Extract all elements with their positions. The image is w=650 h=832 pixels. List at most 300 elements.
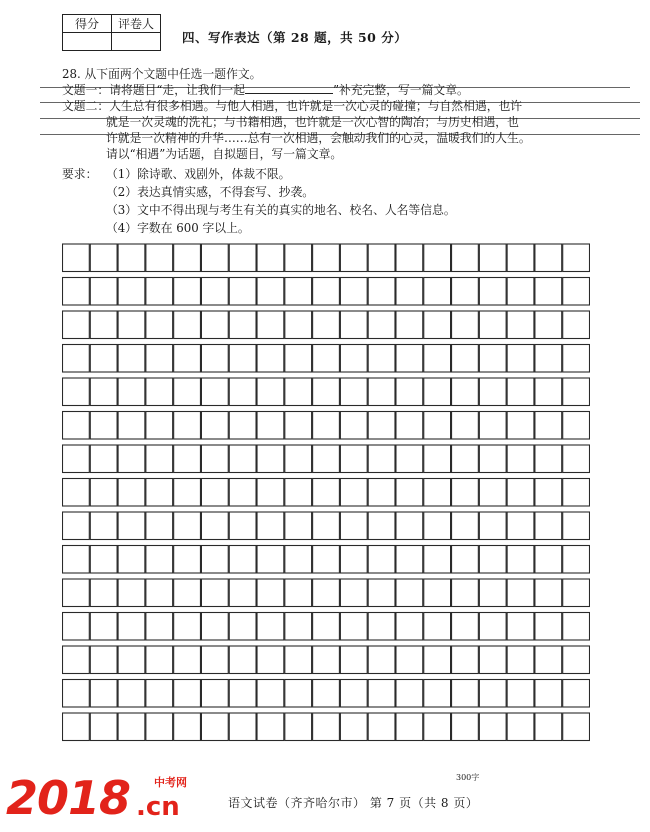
grid-cell[interactable] xyxy=(479,680,506,708)
grid-cell[interactable] xyxy=(396,479,423,507)
grid-cell[interactable] xyxy=(174,412,201,440)
grid-cell[interactable] xyxy=(452,378,479,406)
grid-cell[interactable] xyxy=(368,311,395,339)
grid-cell[interactable] xyxy=(63,613,90,641)
grid-cell[interactable] xyxy=(479,713,506,741)
grid-cell[interactable] xyxy=(285,579,312,607)
grid-cell[interactable] xyxy=(229,345,256,373)
grid-cell[interactable] xyxy=(507,479,534,507)
grid-cell[interactable] xyxy=(563,713,590,741)
grid-cell[interactable] xyxy=(146,378,173,406)
grid-cell[interactable] xyxy=(368,412,395,440)
grid-cell[interactable] xyxy=(146,345,173,373)
grid-cell[interactable] xyxy=(229,512,256,540)
grid-cell[interactable] xyxy=(201,445,228,473)
grid-cell[interactable] xyxy=(201,579,228,607)
grid-cell[interactable] xyxy=(563,412,590,440)
grid-cell[interactable] xyxy=(340,244,367,272)
grid-cell[interactable] xyxy=(396,613,423,641)
grid-cell[interactable] xyxy=(340,713,367,741)
grid-cell[interactable] xyxy=(90,579,117,607)
grid-cell[interactable] xyxy=(396,646,423,674)
grid-cell[interactable] xyxy=(146,646,173,674)
grid-cell[interactable] xyxy=(201,311,228,339)
grid-cell[interactable] xyxy=(507,445,534,473)
grid-cell[interactable] xyxy=(174,512,201,540)
grid-cell[interactable] xyxy=(229,613,256,641)
grid-cell[interactable] xyxy=(535,713,562,741)
grid-cell[interactable] xyxy=(229,546,256,574)
grid-cell[interactable] xyxy=(257,378,284,406)
grid-cell[interactable] xyxy=(424,311,451,339)
grid-cell[interactable] xyxy=(424,244,451,272)
grid-cell[interactable] xyxy=(146,680,173,708)
grid-cell[interactable] xyxy=(285,278,312,306)
writing-grid-svg[interactable] xyxy=(62,238,590,771)
grid-cell[interactable] xyxy=(201,479,228,507)
grid-cell[interactable] xyxy=(313,713,340,741)
grid-cell[interactable] xyxy=(507,512,534,540)
grid-row[interactable] xyxy=(63,378,590,406)
grid-cell[interactable] xyxy=(229,311,256,339)
grid-cell[interactable] xyxy=(340,512,367,540)
grid-cell[interactable] xyxy=(146,278,173,306)
grid-cell[interactable] xyxy=(535,311,562,339)
grid-row[interactable] xyxy=(63,713,590,741)
grid-cell[interactable] xyxy=(507,412,534,440)
grid-cell[interactable] xyxy=(118,713,145,741)
grid-row[interactable] xyxy=(63,680,590,708)
grid-cell[interactable] xyxy=(452,345,479,373)
grid-cell[interactable] xyxy=(229,278,256,306)
grid-cell[interactable] xyxy=(368,479,395,507)
grid-cell[interactable] xyxy=(285,613,312,641)
grid-cell[interactable] xyxy=(257,278,284,306)
grid-cell[interactable] xyxy=(313,244,340,272)
grid-cell[interactable] xyxy=(63,579,90,607)
grid-cell[interactable] xyxy=(313,479,340,507)
grid-cell[interactable] xyxy=(118,345,145,373)
grid-cell[interactable] xyxy=(340,278,367,306)
grid-cell[interactable] xyxy=(229,579,256,607)
grid-cell[interactable] xyxy=(452,613,479,641)
grid-cell[interactable] xyxy=(479,412,506,440)
grid-cell[interactable] xyxy=(229,378,256,406)
grid-cell[interactable] xyxy=(201,713,228,741)
grid-cell[interactable] xyxy=(257,345,284,373)
grid-cell[interactable] xyxy=(396,579,423,607)
grid-cell[interactable] xyxy=(118,680,145,708)
grid-cell[interactable] xyxy=(146,445,173,473)
grid-cell[interactable] xyxy=(563,546,590,574)
grid-cell[interactable] xyxy=(479,378,506,406)
grid-row[interactable] xyxy=(63,613,590,641)
grid-cell[interactable] xyxy=(90,512,117,540)
grid-cell[interactable] xyxy=(118,512,145,540)
grid-cell[interactable] xyxy=(313,278,340,306)
grid-cell[interactable] xyxy=(285,378,312,406)
grid-cell[interactable] xyxy=(452,579,479,607)
grid-cell[interactable] xyxy=(424,345,451,373)
grid-cell[interactable] xyxy=(257,680,284,708)
grid-cell[interactable] xyxy=(507,579,534,607)
grid-cell[interactable] xyxy=(396,546,423,574)
grid-cell[interactable] xyxy=(535,445,562,473)
grid-cell[interactable] xyxy=(90,445,117,473)
grid-cell[interactable] xyxy=(479,646,506,674)
grid-cell[interactable] xyxy=(90,479,117,507)
grid-row[interactable] xyxy=(63,579,590,607)
grid-cell[interactable] xyxy=(229,713,256,741)
grid-cell[interactable] xyxy=(340,445,367,473)
grid-cell[interactable] xyxy=(340,311,367,339)
grid-cell[interactable] xyxy=(424,479,451,507)
grid-cell[interactable] xyxy=(535,412,562,440)
grid-cell[interactable] xyxy=(313,613,340,641)
grid-cell[interactable] xyxy=(174,713,201,741)
grid-cell[interactable] xyxy=(257,713,284,741)
grid-cell[interactable] xyxy=(174,445,201,473)
grid-cell[interactable] xyxy=(313,445,340,473)
grid-cell[interactable] xyxy=(563,345,590,373)
grid-cell[interactable] xyxy=(201,512,228,540)
grid-cell[interactable] xyxy=(313,345,340,373)
grid-cell[interactable] xyxy=(563,646,590,674)
grid-cell[interactable] xyxy=(479,244,506,272)
grid-cell[interactable] xyxy=(257,244,284,272)
grid-cell[interactable] xyxy=(424,613,451,641)
grid-cell[interactable] xyxy=(313,646,340,674)
grid-cell[interactable] xyxy=(201,613,228,641)
grid-cell[interactable] xyxy=(118,244,145,272)
grid-cell[interactable] xyxy=(285,546,312,574)
grid-cell[interactable] xyxy=(229,445,256,473)
grid-cell[interactable] xyxy=(313,378,340,406)
grid-cell[interactable] xyxy=(479,512,506,540)
grid-cell[interactable] xyxy=(396,244,423,272)
grid-cell[interactable] xyxy=(340,378,367,406)
grid-cell[interactable] xyxy=(452,278,479,306)
grid-cell[interactable] xyxy=(90,713,117,741)
grid-cell[interactable] xyxy=(285,512,312,540)
grid-cell[interactable] xyxy=(257,512,284,540)
grid-cell[interactable] xyxy=(396,512,423,540)
grid-cell[interactable] xyxy=(174,311,201,339)
grid-cell[interactable] xyxy=(535,479,562,507)
grid-cell[interactable] xyxy=(368,713,395,741)
grid-row[interactable] xyxy=(63,345,590,373)
grid-cell[interactable] xyxy=(90,680,117,708)
grid-cell[interactable] xyxy=(118,479,145,507)
grid-cell[interactable] xyxy=(535,646,562,674)
grid-cell[interactable] xyxy=(535,579,562,607)
grid-cell[interactable] xyxy=(368,278,395,306)
grid-cell[interactable] xyxy=(452,646,479,674)
grid-cell[interactable] xyxy=(424,278,451,306)
grid-cell[interactable] xyxy=(146,479,173,507)
grid-cell[interactable] xyxy=(201,378,228,406)
grid-cell[interactable] xyxy=(507,713,534,741)
grid-cell[interactable] xyxy=(285,412,312,440)
grid-cell[interactable] xyxy=(452,445,479,473)
grid-cell[interactable] xyxy=(285,646,312,674)
grid-cell[interactable] xyxy=(90,546,117,574)
grid-cell[interactable] xyxy=(479,479,506,507)
grid-cell[interactable] xyxy=(340,412,367,440)
grid-cell[interactable] xyxy=(257,311,284,339)
grid-cell[interactable] xyxy=(368,613,395,641)
grid-cell[interactable] xyxy=(535,278,562,306)
grid-cell[interactable] xyxy=(174,546,201,574)
grid-cell[interactable] xyxy=(563,311,590,339)
grid-cell[interactable] xyxy=(118,378,145,406)
grid-cell[interactable] xyxy=(118,579,145,607)
grid-cell[interactable] xyxy=(340,613,367,641)
grid-cell[interactable] xyxy=(452,546,479,574)
grid-cell[interactable] xyxy=(118,546,145,574)
grid-cell[interactable] xyxy=(285,680,312,708)
grid-cell[interactable] xyxy=(507,546,534,574)
grid-cell[interactable] xyxy=(396,445,423,473)
grid-cell[interactable] xyxy=(313,579,340,607)
grid-cell[interactable] xyxy=(507,378,534,406)
grid-cell[interactable] xyxy=(340,680,367,708)
grid-cell[interactable] xyxy=(90,345,117,373)
grid-cell[interactable] xyxy=(479,546,506,574)
grid-cell[interactable] xyxy=(452,244,479,272)
grid-row[interactable] xyxy=(63,278,590,306)
grid-cell[interactable] xyxy=(257,479,284,507)
grid-row[interactable] xyxy=(63,244,590,272)
grid-cell[interactable] xyxy=(174,680,201,708)
grid-cell[interactable] xyxy=(201,646,228,674)
grid-cell[interactable] xyxy=(563,613,590,641)
grid-cell[interactable] xyxy=(452,479,479,507)
grid-cell[interactable] xyxy=(201,244,228,272)
writing-grid[interactable] xyxy=(62,238,590,771)
grid-cell[interactable] xyxy=(313,412,340,440)
grid-cell[interactable] xyxy=(118,613,145,641)
grid-cell[interactable] xyxy=(285,713,312,741)
grid-cell[interactable] xyxy=(563,278,590,306)
grid-cell[interactable] xyxy=(90,311,117,339)
grid-cell[interactable] xyxy=(396,378,423,406)
grid-cell[interactable] xyxy=(201,680,228,708)
grid-cell[interactable] xyxy=(174,345,201,373)
grid-cell[interactable] xyxy=(63,378,90,406)
grid-cell[interactable] xyxy=(285,445,312,473)
grid-cell[interactable] xyxy=(535,546,562,574)
grid-cell[interactable] xyxy=(479,579,506,607)
grid-cell[interactable] xyxy=(63,278,90,306)
grid-cell[interactable] xyxy=(90,378,117,406)
grid-cell[interactable] xyxy=(90,613,117,641)
grader-cell[interactable] xyxy=(112,33,161,51)
grid-cell[interactable] xyxy=(535,244,562,272)
grid-cell[interactable] xyxy=(63,713,90,741)
grid-cell[interactable] xyxy=(396,311,423,339)
grid-cell[interactable] xyxy=(229,244,256,272)
grid-cell[interactable] xyxy=(229,479,256,507)
grid-cell[interactable] xyxy=(424,512,451,540)
grid-cell[interactable] xyxy=(535,613,562,641)
grid-cell[interactable] xyxy=(229,412,256,440)
grid-cell[interactable] xyxy=(479,311,506,339)
grid-cell[interactable] xyxy=(257,445,284,473)
grid-cell[interactable] xyxy=(452,680,479,708)
grid-cell[interactable] xyxy=(118,445,145,473)
grid-cell[interactable] xyxy=(313,546,340,574)
grid-cell[interactable] xyxy=(201,412,228,440)
grid-cell[interactable] xyxy=(174,479,201,507)
grid-cell[interactable] xyxy=(424,412,451,440)
grid-cell[interactable] xyxy=(174,579,201,607)
grid-cell[interactable] xyxy=(146,244,173,272)
grid-cell[interactable] xyxy=(507,680,534,708)
grid-cell[interactable] xyxy=(424,378,451,406)
grid-cell[interactable] xyxy=(368,646,395,674)
grid-cell[interactable] xyxy=(452,412,479,440)
grid-cell[interactable] xyxy=(563,244,590,272)
grid-cell[interactable] xyxy=(201,278,228,306)
grid-cell[interactable] xyxy=(285,479,312,507)
grid-cell[interactable] xyxy=(424,445,451,473)
grid-cell[interactable] xyxy=(396,680,423,708)
grid-cell[interactable] xyxy=(507,345,534,373)
grid-cell[interactable] xyxy=(118,412,145,440)
grid-cell[interactable] xyxy=(507,646,534,674)
grid-cell[interactable] xyxy=(229,646,256,674)
grid-cell[interactable] xyxy=(507,311,534,339)
grid-cell[interactable] xyxy=(340,579,367,607)
grid-cell[interactable] xyxy=(535,345,562,373)
grid-cell[interactable] xyxy=(452,512,479,540)
grid-cell[interactable] xyxy=(535,680,562,708)
grid-cell[interactable] xyxy=(63,311,90,339)
grid-cell[interactable] xyxy=(424,680,451,708)
grid-cell[interactable] xyxy=(229,680,256,708)
grid-cell[interactable] xyxy=(146,579,173,607)
grid-cell[interactable] xyxy=(146,412,173,440)
grid-cell[interactable] xyxy=(90,646,117,674)
grid-cell[interactable] xyxy=(174,378,201,406)
grid-cell[interactable] xyxy=(146,311,173,339)
grid-cell[interactable] xyxy=(201,345,228,373)
grid-cell[interactable] xyxy=(340,345,367,373)
grid-cell[interactable] xyxy=(174,613,201,641)
grid-cell[interactable] xyxy=(368,445,395,473)
grid-cell[interactable] xyxy=(313,512,340,540)
grid-cell[interactable] xyxy=(340,646,367,674)
grid-cell[interactable] xyxy=(563,479,590,507)
grid-cell[interactable] xyxy=(424,713,451,741)
grid-cell[interactable] xyxy=(424,546,451,574)
grid-cell[interactable] xyxy=(63,445,90,473)
grid-row[interactable] xyxy=(63,412,590,440)
grid-cell[interactable] xyxy=(146,713,173,741)
grid-cell[interactable] xyxy=(63,479,90,507)
grid-cell[interactable] xyxy=(90,278,117,306)
grid-cell[interactable] xyxy=(63,412,90,440)
grid-cell[interactable] xyxy=(201,546,228,574)
grid-cell[interactable] xyxy=(118,646,145,674)
grid-cell[interactable] xyxy=(313,311,340,339)
grid-cell[interactable] xyxy=(479,278,506,306)
grid-row[interactable] xyxy=(63,311,590,339)
grid-cell[interactable] xyxy=(396,412,423,440)
grid-cell[interactable] xyxy=(424,646,451,674)
grid-cell[interactable] xyxy=(563,378,590,406)
grid-cell[interactable] xyxy=(563,512,590,540)
grid-cell[interactable] xyxy=(174,244,201,272)
grid-cell[interactable] xyxy=(174,646,201,674)
grid-cell[interactable] xyxy=(63,546,90,574)
grid-cell[interactable] xyxy=(285,311,312,339)
grid-cell[interactable] xyxy=(146,546,173,574)
grid-cell[interactable] xyxy=(479,345,506,373)
grid-cell[interactable] xyxy=(368,378,395,406)
grid-cell[interactable] xyxy=(507,244,534,272)
grid-cell[interactable] xyxy=(340,479,367,507)
grid-cell[interactable] xyxy=(452,713,479,741)
grid-cell[interactable] xyxy=(90,244,117,272)
grid-cell[interactable] xyxy=(146,613,173,641)
grid-cell[interactable] xyxy=(257,646,284,674)
grid-cell[interactable] xyxy=(118,311,145,339)
grid-cell[interactable] xyxy=(63,646,90,674)
grid-cell[interactable] xyxy=(479,613,506,641)
grid-cell[interactable] xyxy=(396,345,423,373)
grid-cell[interactable] xyxy=(368,244,395,272)
grid-cell[interactable] xyxy=(257,579,284,607)
grid-cell[interactable] xyxy=(118,278,145,306)
grid-cell[interactable] xyxy=(90,412,117,440)
grid-cell[interactable] xyxy=(63,512,90,540)
grid-cell[interactable] xyxy=(368,345,395,373)
grid-cell[interactable] xyxy=(285,345,312,373)
grid-cell[interactable] xyxy=(257,412,284,440)
grid-cell[interactable] xyxy=(507,278,534,306)
grid-cell[interactable] xyxy=(535,512,562,540)
grid-cell[interactable] xyxy=(257,613,284,641)
grid-row[interactable] xyxy=(63,479,590,507)
grid-row[interactable] xyxy=(63,445,590,473)
score-cell[interactable] xyxy=(63,33,112,51)
grid-cell[interactable] xyxy=(313,680,340,708)
grid-cell[interactable] xyxy=(146,512,173,540)
grid-cell[interactable] xyxy=(368,579,395,607)
grid-cell[interactable] xyxy=(368,512,395,540)
grid-cell[interactable] xyxy=(535,378,562,406)
grid-cell[interactable] xyxy=(174,278,201,306)
grid-cell[interactable] xyxy=(368,546,395,574)
grid-row[interactable] xyxy=(63,546,590,574)
grid-cell[interactable] xyxy=(285,244,312,272)
grid-cell[interactable] xyxy=(63,345,90,373)
grid-cell[interactable] xyxy=(452,311,479,339)
grid-cell[interactable] xyxy=(63,680,90,708)
grid-cell[interactable] xyxy=(563,680,590,708)
grid-cell[interactable] xyxy=(340,546,367,574)
grid-cell[interactable] xyxy=(507,613,534,641)
grid-cell[interactable] xyxy=(396,713,423,741)
grid-cell[interactable] xyxy=(257,546,284,574)
grid-cell[interactable] xyxy=(396,278,423,306)
grid-row[interactable] xyxy=(63,512,590,540)
grid-cell[interactable] xyxy=(368,680,395,708)
grid-cell[interactable] xyxy=(424,579,451,607)
grid-cell[interactable] xyxy=(63,244,90,272)
